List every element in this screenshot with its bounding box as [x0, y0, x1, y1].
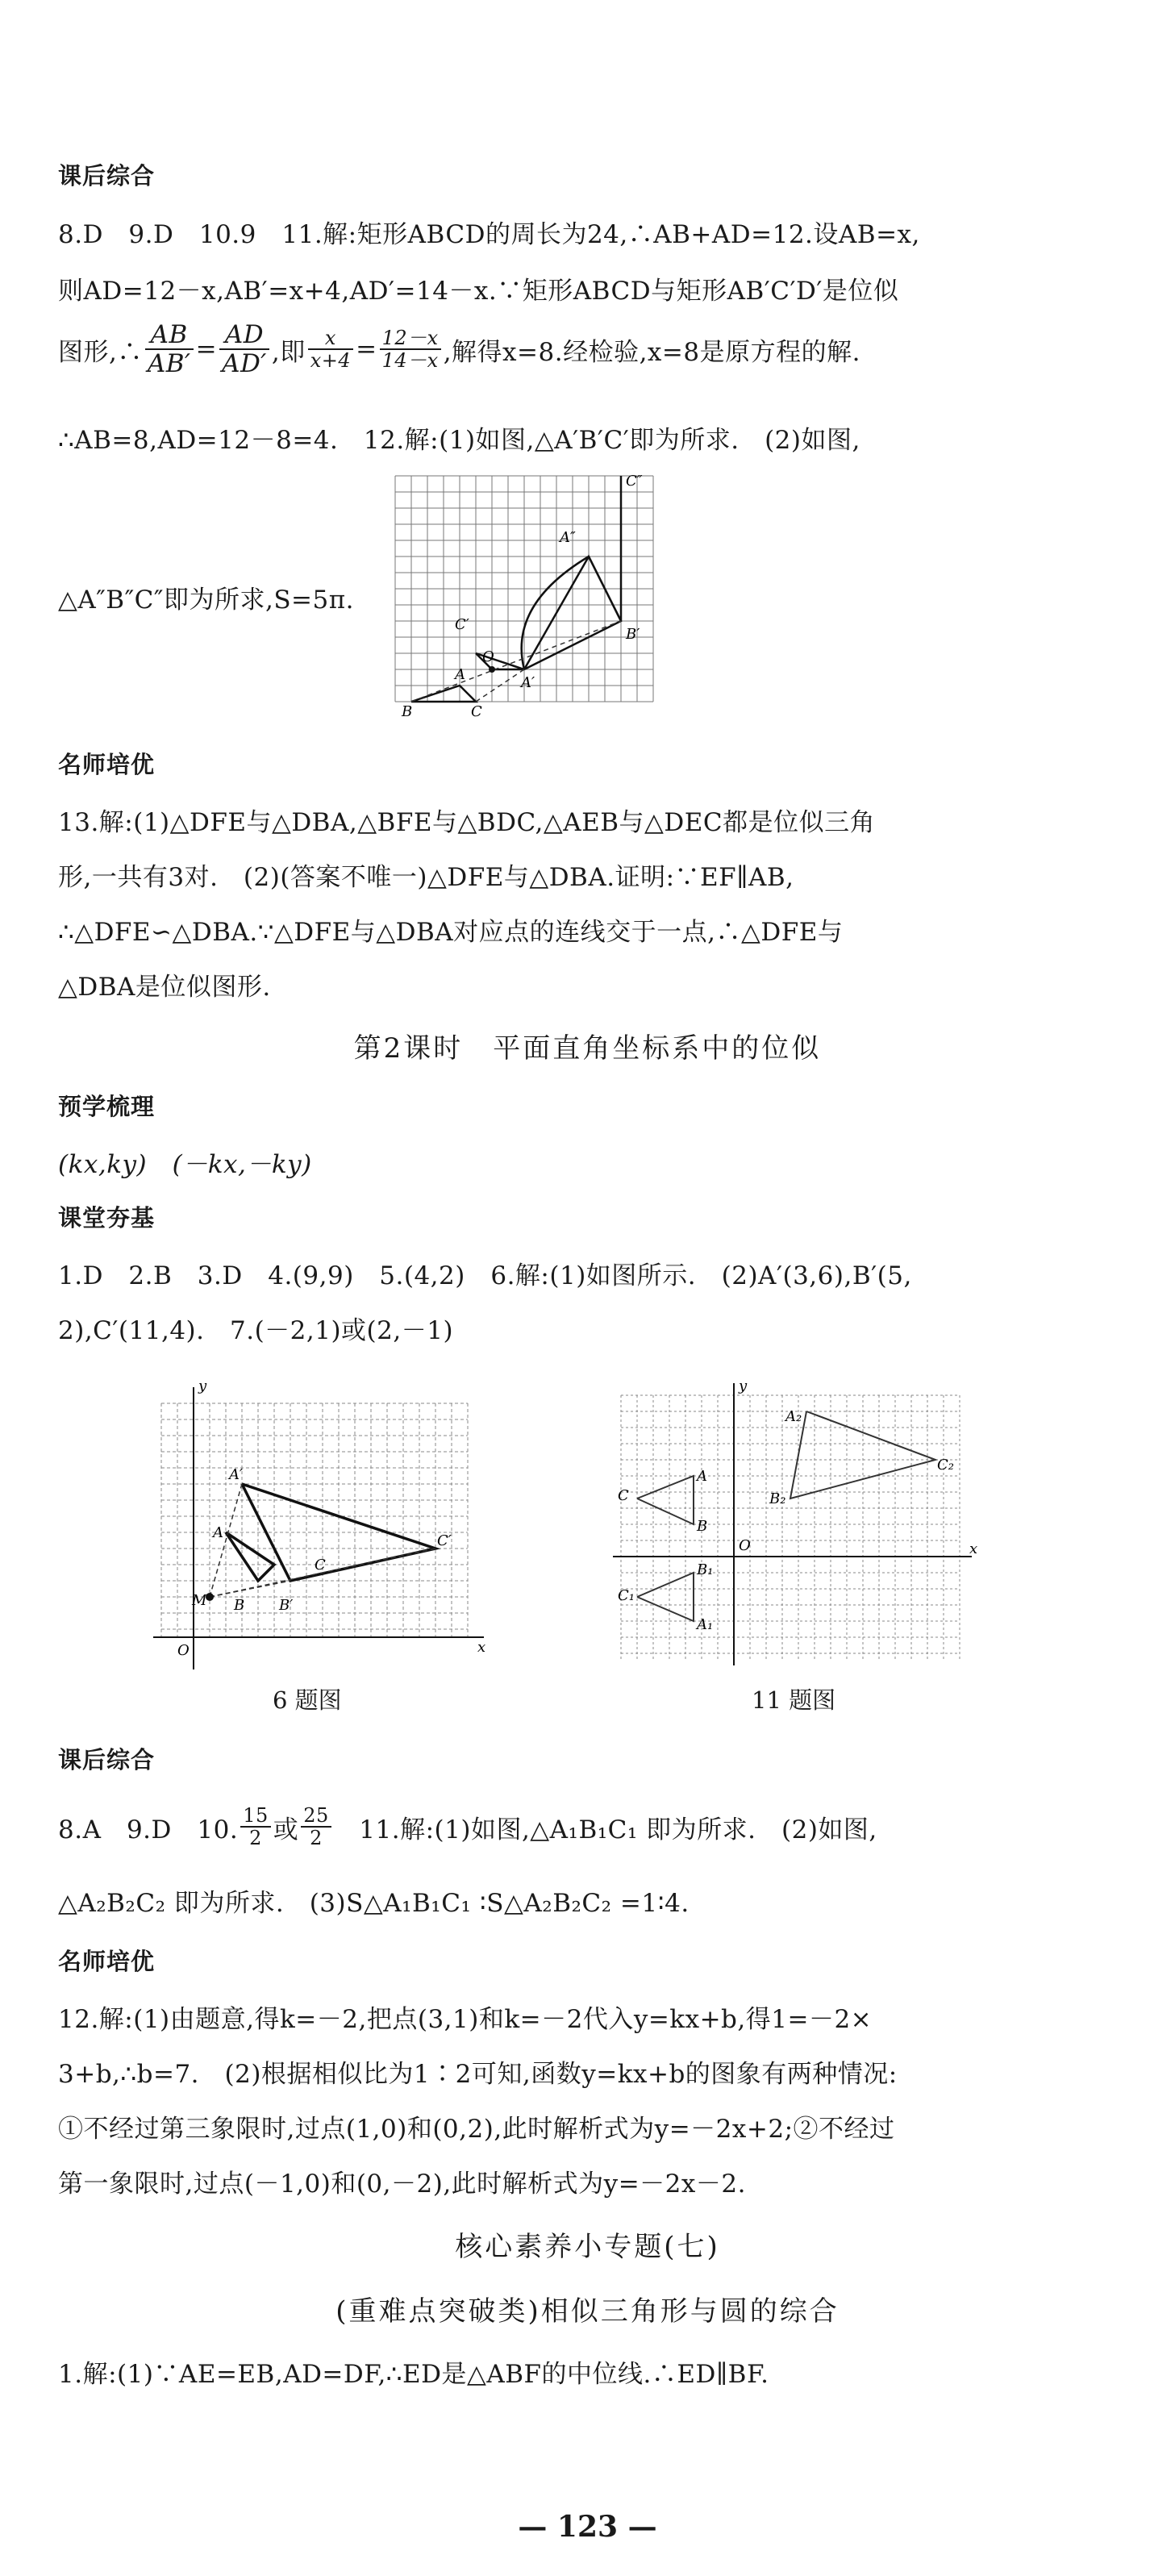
text-line: 1.解:(1)∵AE=EB,AD=DF,∴ED是△ABF的中位线.∴ED∥BF. [58, 2360, 769, 2389]
label-c-prime: C′ [437, 1532, 452, 1549]
label-b1: B₁ [697, 1561, 714, 1578]
text-line: 第一象限时,过点(－1,0)和(0,－2),此时解析式为y=－2x－2. [58, 2170, 746, 2199]
text-run: 11.解:(1)如图,△A₁B₁C₁ 即为所求. (2)如图, [333, 1815, 877, 1844]
label-a2: A₂ [785, 1408, 802, 1425]
axis-label-x: x [477, 1639, 486, 1656]
label-c2: C₂ [937, 1457, 954, 1473]
text-line: (kx,ky) (－kx,－ky) [58, 1150, 312, 1179]
label-b: B [234, 1597, 245, 1614]
topic-title: 核心素养小专题(七) [455, 2231, 720, 2263]
label-c-prime: C′ [455, 616, 469, 633]
label-c: C [471, 703, 482, 718]
label-b-prime: B′ [626, 626, 640, 643]
text-line: 12.解:(1)由题意,得k=－2,把点(3,1)和k=－2代入y=kx+b,得1=－2× [58, 2005, 873, 2034]
label-a: A [213, 1524, 223, 1541]
axis-label-x: x [969, 1540, 978, 1557]
page-number: — 123 — [518, 2510, 657, 2544]
label-o: O [177, 1642, 190, 1659]
section-heading-teacher: 名师培优 [58, 751, 156, 778]
figure-6-caption: 6 题图 [273, 1686, 342, 1714]
topic-subtitle: (重难点突破类)相似三角形与圆的综合 [335, 2295, 840, 2328]
label-m: M [192, 1592, 207, 1609]
axis-label-y: y [198, 1378, 207, 1394]
label-b2: B₂ [769, 1490, 786, 1507]
label-b-prime: B′ [279, 1597, 294, 1614]
label-a1: A₁ [697, 1616, 714, 1633]
text-line: 8.D 9.D 10.9 11.解:矩形ABCD的周长为24,∴AB+AD=12.设AB=x, [58, 220, 920, 249]
label-a-prime: A′ [229, 1466, 244, 1483]
text-line: 1.D 2.B 3.D 4.(9,9) 5.(4,2) 6.解:(1)如图所示. (2)A′(3,6),B′(5, [58, 1261, 912, 1290]
label-a: A [455, 666, 465, 683]
label-a-prime: A′ [521, 674, 535, 691]
text-run: ,即 [271, 337, 306, 367]
label-c: C [315, 1557, 326, 1574]
fraction: $\frac{25}{2}$ [301, 1805, 331, 1849]
text-run: = [195, 335, 218, 364]
axis-label-y: y [739, 1378, 748, 1394]
fraction: $\frac{AD}{AD'}$ [219, 321, 269, 377]
section-heading-after-class: 课后综合 [58, 162, 156, 190]
text-line: 3+b,∴b=7. (2)根据相似比为1∶2可知,函数y=kx+b的图象有两种情况: [58, 2060, 898, 2089]
lesson-title: 第2课时 平面直角坐标系中的位似 [353, 1032, 822, 1065]
fraction: $\frac{15}{2}$ [240, 1805, 271, 1849]
text-line: 形,一共有3对. (2)(答案不唯一)△DFE与△DBA.证明:∵EF∥AB, [58, 863, 794, 892]
section-heading-teacher-2: 名师培优 [58, 1948, 156, 1975]
figure-problem-12 [387, 468, 669, 718]
section-heading-classroom: 课堂夯基 [58, 1204, 156, 1232]
figure-11-caption: 11 题图 [752, 1686, 836, 1714]
text-run: = [356, 335, 377, 364]
text-line: ∴AB=8,AD=12－8=4. 12.解:(1)如图,△A′B′C′即为所求. (2)如图, [58, 426, 860, 455]
text-line: 2),C′(11,4). 7.(－2,1)或(2,－1) [58, 1316, 454, 1345]
text-run: 或 [273, 1815, 299, 1844]
label-o: O [739, 1537, 751, 1554]
text-line: △A″B″C″即为所求,S=5π. [58, 586, 354, 615]
text-run: 8.A 9.D 10. [58, 1815, 239, 1844]
text-line: ∴△DFE∽△DBA.∵△DFE与△DBA对应点的连线交于一点,∴△DFE与 [58, 918, 844, 947]
label-c1: C₁ [618, 1587, 635, 1604]
label-c: C [618, 1487, 629, 1504]
text-line: 13.解:(1)△DFE与△DBA,△BFE与△BDC,△AEB与△DEC都是位似三角 [58, 808, 876, 837]
fraction: $\frac{AB}{AB'}$ [145, 321, 194, 377]
fraction: $\frac{x}{x+4}$ [308, 327, 353, 372]
text-run: 图形,∴ [58, 337, 143, 367]
figure-11 [605, 1371, 984, 1678]
text-line: ①不经过第三象限时,过点(1,0)和(0,2),此时解析式为y=－2x+2;②不经过 [58, 2115, 895, 2144]
text-line: △DBA是位似图形. [58, 973, 271, 1002]
label-a: A [697, 1468, 707, 1485]
text-line-fractions [58, 1799, 1123, 1855]
section-heading-after-class-2: 课后综合 [58, 1746, 156, 1774]
figure-6 [145, 1371, 500, 1678]
text-run: ,解得x=8.经检验,x=8是原方程的解. [443, 337, 860, 367]
label-b: B [402, 703, 413, 718]
section-heading-preview: 预学梳理 [58, 1093, 156, 1120]
fraction: $\frac{12-x}{14-x}$ [380, 327, 441, 372]
label-o: O [482, 648, 494, 665]
text-line-fractions [58, 321, 1123, 377]
label-c-double-prime: C″ [626, 473, 643, 490]
label-a-double-prime: A″ [560, 529, 576, 546]
label-b: B [697, 1518, 708, 1535]
text-line: 则AD=12－x,AB′=x+4,AD′=14－x.∵矩形ABCD与矩形AB′C′D′是位似 [58, 277, 899, 306]
text-line: △A₂B₂C₂ 即为所求. (3)S△A₁B₁C₁ ∶S△A₂B₂C₂ =1∶4. [58, 1889, 690, 1918]
